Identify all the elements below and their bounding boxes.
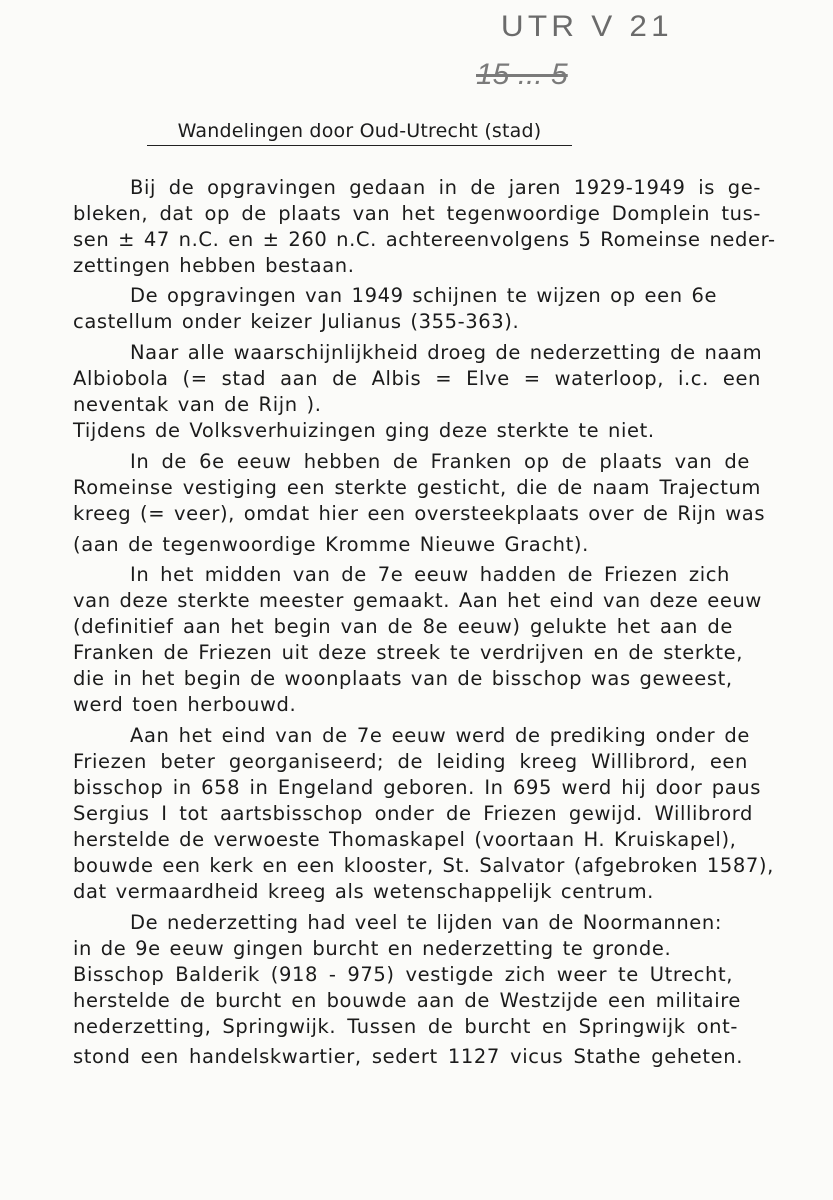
text-line: bouwde een kerk en een klooster, St. Salvator (afgebroken 1587), bbox=[73, 854, 774, 877]
text-line: Sergius I tot aartsbisschop onder de Friezen gewijd. Willibrord bbox=[73, 802, 753, 825]
text-line: werd toen herbouwd. bbox=[73, 693, 297, 716]
text-line: herstelde de burcht en bouwde aan de Westzijde een militaire bbox=[73, 989, 741, 1012]
text-line: castellum onder keizer Julianus (355-363). bbox=[73, 310, 520, 333]
text-line: dat vermaardheid kreeg als wetenschappelijk centrum. bbox=[73, 880, 654, 903]
text-line: Albiobola (= stad aan de Albis = Elve = waterloop, i.c. een bbox=[73, 367, 761, 390]
text-line: Naar alle waarschijnlijkheid droeg de nederzetting de naam bbox=[130, 341, 763, 364]
archive-code-handwritten: UTR V 21 bbox=[500, 10, 673, 43]
text-line: in de 9e eeuw gingen burcht en nederzetting te gronde. bbox=[73, 937, 672, 960]
text-line: sen ± 47 n.C. en ± 260 n.C. achtereenvolgens 5 Romeinse neder- bbox=[73, 228, 776, 251]
text-line: die in het begin de woonplaats van de bisschop was geweest, bbox=[73, 667, 733, 690]
text-line: Romeinse vestiging een sterkte gesticht, die de naam Trajectum bbox=[73, 476, 761, 499]
document-title: Wandelingen door Oud-Utrecht (stad) bbox=[147, 120, 572, 146]
text-line: Bij de opgravingen gedaan in de jaren 1929-1949 is ge- bbox=[130, 176, 761, 199]
text-line: (definitief aan het begin van de 8e eeuw) gelukte het aan de bbox=[73, 615, 733, 638]
text-line: (aan de tegenwoordige Kromme Nieuwe Gracht). bbox=[73, 533, 589, 556]
text-line: bisschop in 658 in Engeland geboren. In 695 werd hij door paus bbox=[73, 776, 761, 799]
text-line: Friezen beter georganiseerd; de leiding kreeg Willibrord, een bbox=[73, 750, 748, 773]
page-number-handwritten: 15 ... 5 bbox=[476, 58, 568, 91]
text-line: In het midden van de 7e eeuw hadden de Friezen zich bbox=[130, 563, 730, 586]
text-line: Franken de Friezen uit deze streek te verdrijven en de sterkte, bbox=[73, 641, 743, 664]
text-line: herstelde de verwoeste Thomaskapel (voortaan H. Kruiskapel), bbox=[73, 828, 737, 851]
text-line: De nederzetting had veel te lijden van de Noormannen: bbox=[130, 911, 723, 934]
text-line: De opgravingen van 1949 schijnen te wijzen op een 6e bbox=[130, 284, 718, 307]
text-line: kreeg (= veer), omdat hier een oversteekplaats over de Rijn was bbox=[73, 502, 766, 525]
text-line: stond een handelskwartier, sedert 1127 vicus Stathe geheten. bbox=[73, 1045, 743, 1068]
text-line: neventak van de Rijn ). bbox=[73, 393, 322, 416]
text-line: Tijdens de Volksverhuizingen ging deze sterkte te niet. bbox=[73, 419, 655, 442]
text-line: nederzetting, Springwijk. Tussen de burcht en Springwijk ont- bbox=[73, 1015, 738, 1038]
text-line: bleken, dat op de plaats van het tegenwoordige Domplein tus- bbox=[73, 202, 761, 225]
text-line: In de 6e eeuw hebben de Franken op de plaats van de bbox=[130, 450, 750, 473]
text-line: van deze sterkte meester gemaakt. Aan het eind van deze eeuw bbox=[73, 589, 762, 612]
text-line: Bisschop Balderik (918 - 975) vestigde zich weer te Utrecht, bbox=[73, 963, 733, 986]
text-line: zettingen hebben bestaan. bbox=[73, 254, 355, 277]
text-line: Aan het eind van de 7e eeuw werd de prediking onder de bbox=[130, 724, 750, 747]
